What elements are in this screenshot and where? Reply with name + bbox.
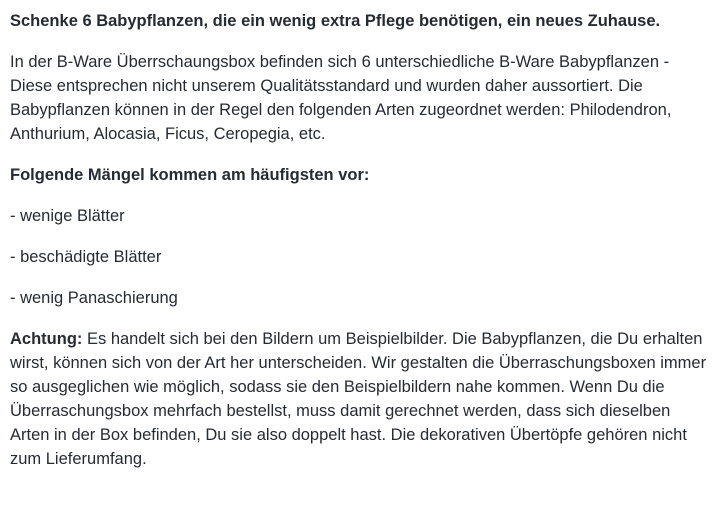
- notice-paragraph: [10, 327, 710, 471]
- intro-paragraph: In der B-Ware Überrschaungsbox befinden sich 6 unterschiedliche B-Ware Babypflanzen - Diese entsprechen nicht unserem Qualitätsstandard und wurden daher aussortiert. Die Babypflanzen können in der Regel den folgenden Arten zugeordnet werden: Philodendron, Anthurium, Alocasia, Ficus, Ceropegia, etc.: [10, 53, 672, 143]
- defect-item: - wenig Panaschierung: [10, 289, 178, 307]
- description-heading: Schenke 6 Babypflanzen, die ein wenig extra Pflege benötigen, ein neues Zuhause.: [10, 12, 661, 30]
- notice-label: Achtung:: [10, 330, 83, 348]
- defects-heading: Folgende Mängel kommen am häufigsten vor:: [10, 166, 370, 184]
- defect-item: - wenige Blätter: [10, 207, 125, 225]
- notice-text: Es handelt sich bei den Bildern um Beispielbilder. Die Babypflanzen, die Du erhalten wirst, können sich von der Art her unterscheiden. Wir gestalten die Überraschungsboxen immer so ausgeglichen wie möglich, sodass sie den Beispielbildern nahe kommen. Wenn Du die Überraschungsbox mehrfach bestellst, muss damit gerechnet werden, dass sich dieselben Arten in der Box befinden, Du sie also doppelt hast. Die dekorativen Übertöpfe gehören nicht zum Lieferumfang.: [10, 330, 707, 468]
- defect-item: - beschädigte Blätter: [10, 248, 162, 266]
